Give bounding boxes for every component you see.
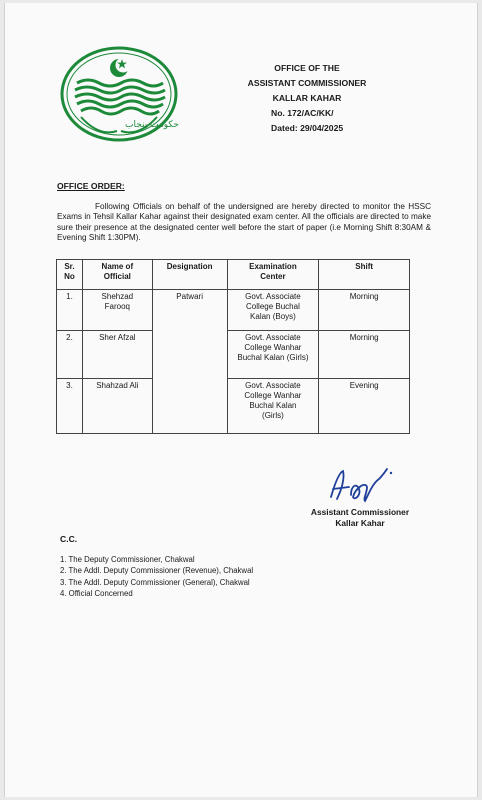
header-line-title: ASSISTANT COMMISSIONER — [247, 78, 367, 88]
cell-sr: 2. — [57, 331, 83, 379]
cell-center: Govt. Associate College Buchal Kalan (Boys) — [227, 290, 319, 331]
signatory-place: Kallar Kahar — [335, 518, 385, 528]
cell-shift: Morning — [319, 331, 410, 379]
signatory-block — [305, 507, 415, 529]
cc-item: 3. The Addl. Deputy Commissioner (General), Chakwal — [60, 577, 250, 587]
cc-list — [60, 554, 253, 600]
header-center: Examination Center — [227, 260, 319, 290]
cell-center: Govt. Associate College Wanhar Buchal Kalan (Girls) — [227, 379, 319, 434]
header-name: Name of Official — [82, 260, 152, 290]
cell-center: Govt. Associate College Wanhar Buchal Kalan (Girls) — [227, 331, 319, 379]
office-header — [237, 61, 377, 136]
table-row — [57, 379, 410, 434]
table-row — [57, 331, 410, 379]
header-sr-no: Sr. No — [57, 260, 83, 290]
cell-shift: Morning — [319, 290, 410, 331]
header-designation: Designation — [152, 260, 227, 290]
cc-title: C.C. — [60, 534, 78, 544]
cell-sr: 1. — [57, 290, 83, 331]
handwritten-signature — [321, 461, 401, 507]
cell-shift: Evening — [319, 379, 410, 434]
cell-name: Sher Afzal — [82, 331, 152, 379]
cell-name: Shehzad Farooq — [82, 290, 152, 331]
document-sheet — [4, 3, 478, 797]
header-ref-number: No. 172/AC/KK/ — [271, 108, 334, 118]
cell-sr: 3. — [57, 379, 83, 434]
signatory-title: Assistant Commissioner — [310, 507, 410, 517]
cell-designation: Patwari — [152, 290, 227, 434]
header-line-place: KALLAR KAHAR — [272, 93, 342, 103]
cc-item: 1. The Deputy Commissioner, Chakwal — [60, 555, 195, 564]
order-body-content: Following Officials on behalf of the undersigned are hereby directed to monitor the HSSC Exams in Tehsil Kallar Kahar against their designated exam center. All the officials are directed to make sure their presence at the designated center well before the start of paper (i.e Morning Shift 8:30AM & Evening Shift 1:30PM). — [57, 202, 431, 243]
office-order-title: OFFICE ORDER: — [57, 181, 125, 191]
cc-item: 2. The Addl. Deputy Commissioner (Revenue), Chakwal — [60, 566, 254, 576]
cc-item: 4. Official Concerned — [60, 589, 133, 599]
header-date: Dated: 29/04/2025 — [271, 123, 344, 133]
officials-table — [56, 259, 410, 434]
table-header-row — [57, 260, 410, 290]
table-row — [57, 290, 410, 331]
government-emblem-logo — [59, 45, 179, 143]
cell-name: Shahzad Ali — [82, 379, 152, 434]
header-shift: Shift — [319, 260, 410, 290]
emblem-urdu-text: حکومت پنجاب — [125, 120, 179, 130]
header-line-office: OFFICE OF THE — [274, 63, 340, 73]
order-body-text — [57, 202, 431, 244]
